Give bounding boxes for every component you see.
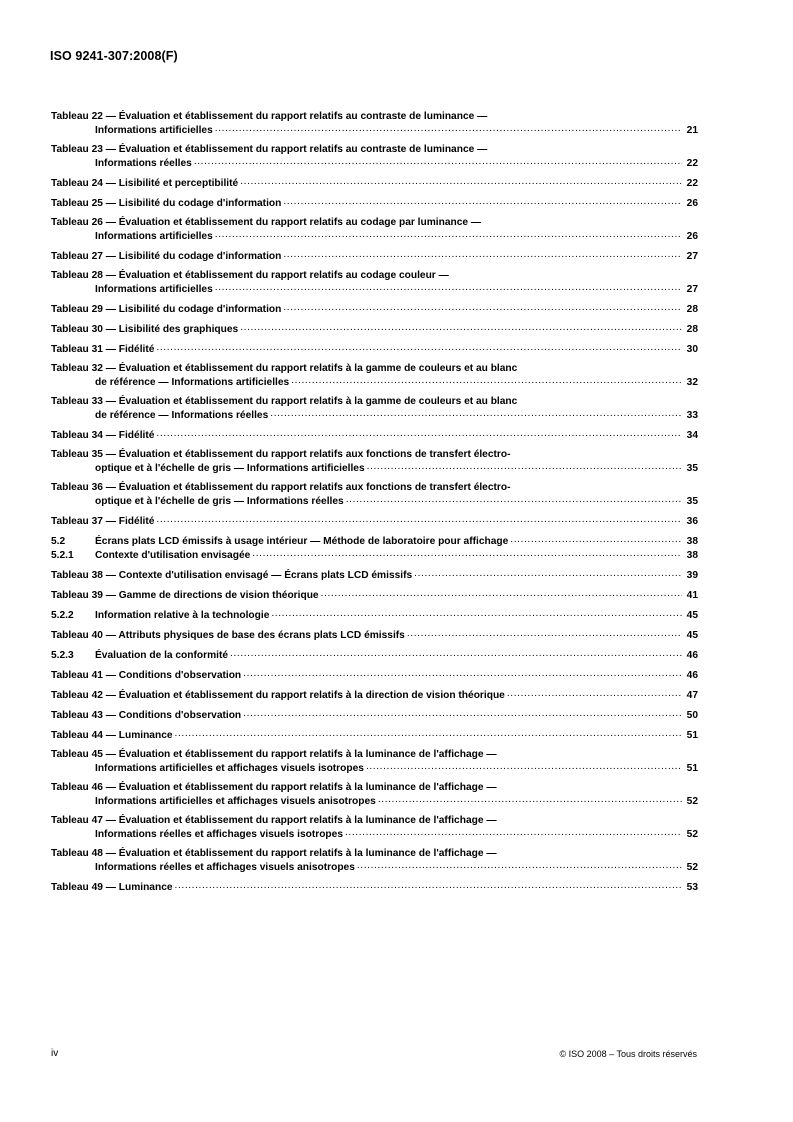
toc-entry-title: Informations artificielles et affichages visuels isotropes: [95, 763, 364, 774]
toc-page-number: 26: [686, 231, 698, 242]
toc-page-number: 34: [686, 430, 698, 441]
toc-page-number: 32: [686, 377, 698, 388]
toc-entry[interactable]: [51, 176, 698, 190]
toc-entry-title: Informations artificielles et affichages visuels anisotropes: [95, 796, 376, 807]
toc-entry-title: Tableau 41 — Conditions d'observation: [51, 670, 242, 681]
toc-entry-title: Tableau 30 — Lisibilité des graphiques: [51, 324, 239, 335]
toc-page-number: 36: [686, 516, 698, 527]
toc-leader-dots: [407, 628, 682, 638]
toc-section-number: 5.2.2: [51, 610, 74, 621]
toc-leader-dots: [378, 794, 682, 804]
toc-leader-dots: [345, 827, 682, 837]
table-of-contents: [51, 110, 698, 900]
toc-leader-dots: [230, 648, 682, 658]
toc-page-number: 52: [686, 862, 698, 873]
toc-leader-dots: [194, 156, 682, 166]
toc-page-number: 35: [686, 496, 698, 507]
toc-leader-dots: [215, 123, 682, 133]
toc-page-number: 28: [686, 324, 698, 335]
toc-entry-title: Informations artificielles: [95, 231, 213, 242]
toc-entry[interactable]: [51, 342, 698, 356]
toc-entry[interactable]: [51, 481, 698, 508]
toc-page-number: 46: [686, 650, 698, 661]
toc-page-number: 27: [686, 251, 698, 262]
toc-entry[interactable]: [51, 628, 698, 642]
toc-entry-title: Tableau 49 — Luminance: [51, 882, 173, 893]
toc-page-number: 51: [686, 730, 698, 741]
toc-entry-title: Tableau 48 — Évaluation et établissement du rapport relatifs à la luminance de l'affichage —: [51, 848, 497, 859]
page-number: iv: [51, 1048, 59, 1059]
toc-leader-dots: [414, 568, 682, 578]
toc-page-number: 38: [686, 536, 698, 547]
toc-page-number: 41: [686, 590, 698, 601]
toc-entry[interactable]: [51, 708, 698, 722]
toc-entry[interactable]: [51, 143, 698, 170]
toc-entry[interactable]: [51, 448, 698, 475]
toc-entry-title: Tableau 34 — Fidélité: [51, 430, 155, 441]
toc-leader-dots: [321, 588, 682, 598]
toc-entry[interactable]: [51, 648, 698, 662]
toc-entry[interactable]: [51, 269, 698, 296]
toc-entry[interactable]: [51, 568, 698, 582]
toc-entry[interactable]: [51, 514, 698, 528]
toc-entry[interactable]: [51, 847, 698, 874]
copyright-notice: © ISO 2008 – Tous droits réservés: [559, 1049, 697, 1059]
toc-entry-title: Tableau 35 — Évaluation et établissement du rapport relatifs aux fonctions de transfert électro-: [51, 449, 511, 460]
document-id: ISO 9241-307:2008(F): [50, 49, 178, 63]
toc-entry-title: Tableau 29 — Lisibilité du codage d'information: [51, 304, 282, 315]
toc-page-number: 26: [686, 198, 698, 209]
toc-entry-title: Informations artificielles: [95, 125, 213, 136]
toc-page-number: 30: [686, 344, 698, 355]
toc-entry[interactable]: [51, 216, 698, 243]
toc-entry-title: optique et à l'échelle de gris — Informations réelles: [95, 496, 344, 507]
toc-entry-title: Tableau 39 — Gamme de directions de vision théorique: [51, 590, 319, 601]
toc-page-number: 46: [686, 670, 698, 681]
toc-entry-title: Écrans plats LCD émissifs à usage intérieur — Méthode de laboratoire pour affichage: [95, 536, 509, 547]
toc-leader-dots: [367, 461, 682, 471]
toc-page-number: 45: [686, 610, 698, 621]
toc-entry-title: Tableau 38 — Contexte d'utilisation envisagé — Écrans plats LCD émissifs: [51, 570, 413, 581]
toc-page-number: 53: [686, 882, 698, 893]
toc-page-number: 22: [686, 158, 698, 169]
toc-entry[interactable]: [51, 534, 698, 548]
toc-entry[interactable]: [51, 781, 698, 808]
toc-entry-title: Tableau 36 — Évaluation et établissement du rapport relatifs aux fonctions de transfert électro-: [51, 482, 511, 493]
toc-page-number: 38: [686, 550, 698, 561]
toc-entry-title: Information relative à la technologie: [95, 610, 270, 621]
toc-entry-title: de référence — Informations réelles: [95, 410, 269, 421]
toc-entry[interactable]: [51, 880, 698, 894]
toc-entry-title: Tableau 42 — Évaluation et établissement du rapport relatifs à la direction de vision théorique: [51, 690, 505, 701]
toc-leader-dots: [175, 728, 682, 738]
toc-entry[interactable]: [51, 428, 698, 442]
toc-leader-dots: [271, 608, 682, 618]
toc-entry[interactable]: [51, 668, 698, 682]
toc-page-number: 22: [686, 178, 698, 189]
toc-leader-dots: [510, 534, 682, 544]
toc-entry-title: Contexte d'utilisation envisagée: [95, 550, 251, 561]
toc-leader-dots: [252, 548, 682, 558]
toc-page-number: 33: [686, 410, 698, 421]
toc-entry-title: Évaluation de la conformité: [95, 650, 229, 661]
toc-page-number: 21: [686, 125, 698, 136]
toc-entry-title: Informations réelles: [95, 158, 192, 169]
toc-entry-title: Tableau 25 — Lisibilité du codage d'information: [51, 198, 282, 209]
toc-page-number: 45: [686, 630, 698, 641]
toc-leader-dots: [240, 176, 682, 186]
toc-entry-title: Informations artificielles: [95, 284, 213, 295]
toc-leader-dots: [366, 761, 682, 771]
toc-entry[interactable]: [51, 302, 698, 316]
toc-entry-title: Informations réelles et affichages visuels anisotropes: [95, 862, 355, 873]
toc-entry-title: optique et à l'échelle de gris — Informations artificielles: [95, 463, 365, 474]
toc-entry[interactable]: [51, 110, 698, 137]
toc-entry[interactable]: [51, 688, 698, 702]
toc-leader-dots: [215, 229, 682, 239]
toc-entry-title: Tableau 28 — Évaluation et établissement du rapport relatifs au codage couleur —: [51, 270, 449, 281]
toc-entry[interactable]: [51, 249, 698, 263]
toc-leader-dots: [283, 249, 682, 259]
toc-section-number: 5.2: [51, 536, 66, 547]
toc-entry-title: Tableau 44 — Luminance: [51, 730, 173, 741]
toc-leader-dots: [156, 342, 682, 352]
toc-page-number: 28: [686, 304, 698, 315]
toc-entry-title: Informations réelles et affichages visuels isotropes: [95, 829, 343, 840]
toc-leader-dots: [291, 375, 682, 385]
toc-leader-dots: [357, 860, 682, 870]
toc-leader-dots: [156, 514, 682, 524]
toc-entry-title: Tableau 40 — Attributs physiques de base des écrans plats LCD émissifs: [51, 630, 405, 641]
toc-leader-dots: [283, 196, 682, 206]
toc-entry-title: Tableau 45 — Évaluation et établissement du rapport relatifs à la luminance de l'affichage —: [51, 749, 497, 760]
toc-entry-title: de référence — Informations artificielles: [95, 377, 290, 388]
toc-entry-title: Tableau 22 — Évaluation et établissement du rapport relatifs au contraste de luminance —: [51, 111, 488, 122]
toc-section-number: 5.2.1: [51, 550, 74, 561]
toc-page-number: 52: [686, 796, 698, 807]
toc-entry-title: Tableau 46 — Évaluation et établissement du rapport relatifs à la luminance de l'affichage —: [51, 782, 497, 793]
toc-entry[interactable]: [51, 814, 698, 841]
toc-section-number: 5.2.3: [51, 650, 74, 661]
toc-entry-title: Tableau 43 — Conditions d'observation: [51, 710, 242, 721]
toc-entry[interactable]: [51, 608, 698, 622]
toc-entry[interactable]: [51, 548, 698, 562]
toc-page-number: 47: [686, 690, 698, 701]
toc-entry-title: Tableau 27 — Lisibilité du codage d'information: [51, 251, 282, 262]
toc-leader-dots: [243, 708, 682, 718]
toc-leader-dots: [175, 880, 682, 890]
toc-entry[interactable]: [51, 588, 698, 602]
toc-entry-title: Tableau 24 — Lisibilité et perceptibilité: [51, 178, 239, 189]
toc-entry-title: Tableau 26 — Évaluation et établissement du rapport relatifs au codage par luminance —: [51, 217, 482, 228]
toc-entry[interactable]: [51, 322, 698, 336]
toc-leader-dots: [243, 668, 682, 678]
toc-leader-dots: [283, 302, 682, 312]
toc-entry-title: Tableau 47 — Évaluation et établissement du rapport relatifs à la luminance de l'affichage —: [51, 815, 497, 826]
toc-page-number: 51: [686, 763, 698, 774]
toc-entry-title: Tableau 37 — Fidélité: [51, 516, 155, 527]
toc-leader-dots: [240, 322, 682, 332]
toc-page-number: 39: [686, 570, 698, 581]
toc-entry[interactable]: [51, 748, 698, 775]
toc-entry-title: Tableau 32 — Évaluation et établissement du rapport relatifs à la gamme de couleurs et au blanc: [51, 363, 518, 374]
toc-entry[interactable]: [51, 728, 698, 742]
toc-leader-dots: [346, 494, 682, 504]
toc-entry-title: Tableau 23 — Évaluation et établissement du rapport relatifs au contraste de luminance —: [51, 144, 488, 155]
toc-page-number: 50: [686, 710, 698, 721]
toc-leader-dots: [156, 428, 682, 438]
toc-leader-dots: [215, 282, 682, 292]
toc-entry[interactable]: [51, 362, 698, 389]
toc-entry[interactable]: [51, 196, 698, 210]
toc-leader-dots: [270, 408, 682, 418]
toc-entry-title: Tableau 31 — Fidélité: [51, 344, 155, 355]
toc-page-number: 52: [686, 829, 698, 840]
toc-leader-dots: [507, 688, 682, 698]
toc-page-number: 27: [686, 284, 698, 295]
toc-page-number: 35: [686, 463, 698, 474]
toc-entry-title: Tableau 33 — Évaluation et établissement du rapport relatifs à la gamme de couleurs et au blanc: [51, 396, 518, 407]
toc-entry[interactable]: [51, 395, 698, 422]
